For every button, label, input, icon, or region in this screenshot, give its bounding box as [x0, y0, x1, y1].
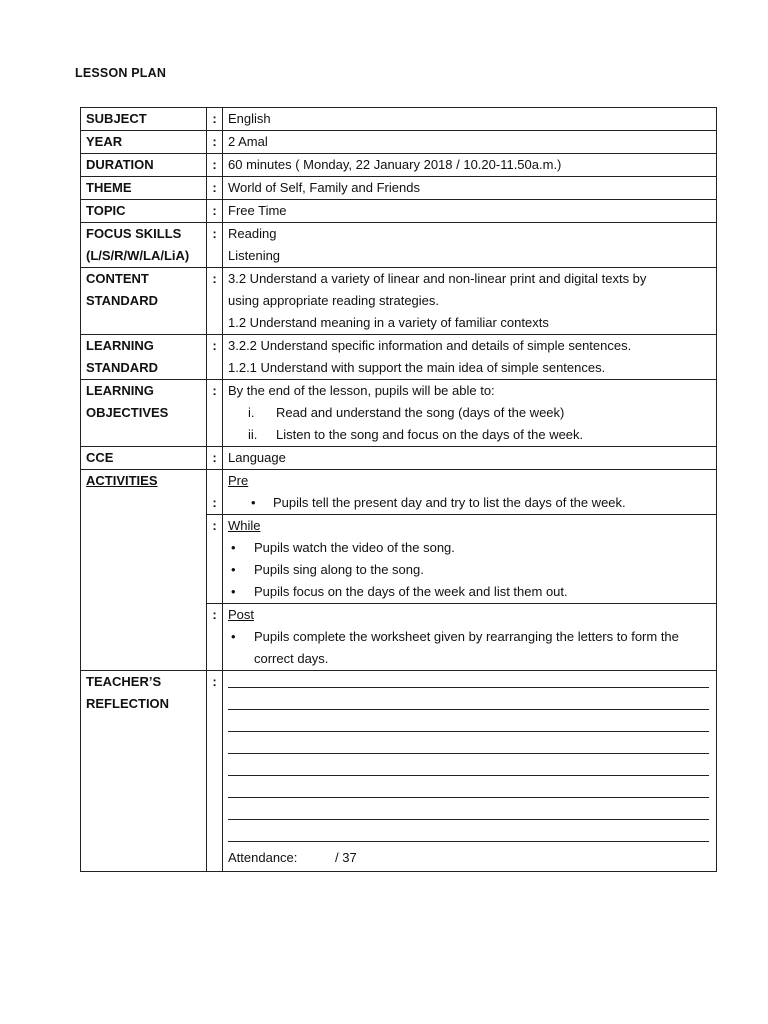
row-focus-skills: [81, 223, 717, 268]
activity-item: [228, 581, 711, 603]
activities-while: [223, 515, 717, 604]
attendance-value: / 37: [335, 850, 357, 865]
bullet-icon: •: [231, 562, 236, 577]
focus-skills-label-line2: (L/S/R/W/LA/LiA): [86, 248, 190, 263]
activities-pre: [223, 470, 717, 515]
focus-skills-label: [81, 223, 207, 268]
reflection-line: [228, 820, 709, 842]
pre-heading: Pre: [228, 473, 249, 488]
learning-objectives-label-line1: LEARNING: [86, 383, 154, 398]
reflection-label-line2: REFLECTION: [86, 696, 170, 711]
learning-objectives-label: [81, 380, 207, 447]
attendance-label: Attendance:: [228, 850, 298, 865]
learning-standard-value: [223, 335, 717, 380]
page-title: LESSON PLAN: [75, 66, 167, 80]
topic-value: Free Time: [223, 200, 717, 223]
colon: :: [207, 177, 223, 200]
reflection-line: [228, 754, 709, 776]
activity-text: Pupils focus on the days of the week and list them out.: [254, 584, 568, 599]
row-duration: [81, 154, 717, 177]
reflection-line: [228, 671, 709, 688]
subject-value: English: [223, 108, 717, 131]
activity-item: [228, 626, 711, 670]
row-cce: [81, 447, 717, 470]
activity-text: Pupils watch the video of the song.: [254, 540, 455, 555]
activity-text: Pupils tell the present day and try to list the days of the week.: [273, 495, 626, 510]
topic-label: TOPIC: [81, 200, 207, 223]
activities-label-text: ACTIVITIES: [86, 473, 158, 488]
content-standard-label-line1: CONTENT: [86, 271, 149, 286]
objective-item: [228, 402, 711, 424]
bullet-icon: •: [231, 540, 236, 555]
colon: :: [207, 200, 223, 223]
year-label: YEAR: [81, 131, 207, 154]
learning-objectives-value: [223, 380, 717, 447]
while-heading: While: [228, 518, 261, 533]
learning-standard-label-line1: LEARNING: [86, 338, 154, 353]
objective-text: Read and understand the song (days of the week): [276, 405, 565, 420]
cce-value: Language: [223, 447, 717, 470]
objective-number: i.: [248, 405, 255, 420]
duration-label: DURATION: [81, 154, 207, 177]
activity-item: [228, 559, 711, 581]
focus-skill-item: Listening: [228, 248, 281, 263]
reflection-line: [228, 710, 709, 732]
duration-value: 60 minutes ( Monday, 22 January 2018 / 10.20-11.50a.m.): [223, 154, 717, 177]
row-activities-pre: [81, 470, 717, 515]
learning-standard-line: 3.2.2 Understand specific information and details of simple sentences.: [228, 338, 632, 353]
content-standard-label-line2: STANDARD: [86, 293, 158, 308]
objective-text: Listen to the song and focus on the days of the week.: [276, 427, 584, 442]
year-value: 2 Amal: [223, 131, 717, 154]
row-reflection: [81, 671, 717, 872]
colon: :: [207, 604, 223, 671]
bullet-icon: •: [231, 584, 236, 599]
reflection-area: [223, 671, 717, 872]
colon: :: [207, 470, 223, 515]
focus-skills-value: [223, 223, 717, 268]
cce-label: CCE: [81, 447, 207, 470]
learning-standard-label-line2: STANDARD: [86, 360, 158, 375]
colon: :: [207, 335, 223, 380]
row-year: [81, 131, 717, 154]
content-standard-line: 1.2 Understand meaning in a variety of familiar contexts: [228, 315, 549, 330]
row-theme: [81, 177, 717, 200]
colon: :: [207, 223, 223, 268]
lesson-plan-table: [80, 107, 717, 872]
row-learning-standard: [81, 335, 717, 380]
colon: :: [207, 131, 223, 154]
content-standard-line: 3.2 Understand a variety of linear and non-linear print and digital texts by: [228, 271, 647, 286]
theme-value: World of Self, Family and Friends: [223, 177, 717, 200]
content-standard-value: [223, 268, 717, 335]
row-topic: [81, 200, 717, 223]
learning-standard-line: 1.2.1 Understand with support the main idea of simple sentences.: [228, 360, 606, 375]
colon: :: [207, 380, 223, 447]
reflection-line: [228, 732, 709, 754]
content-standard-line: using appropriate reading strategies.: [228, 293, 440, 308]
colon: :: [207, 154, 223, 177]
colon: :: [207, 447, 223, 470]
row-subject: [81, 108, 717, 131]
activities-label: [81, 470, 207, 671]
objective-item: [228, 424, 711, 446]
colon: :: [207, 268, 223, 335]
reflection-line: [228, 798, 709, 820]
activity-item: [228, 537, 711, 559]
colon: :: [207, 671, 223, 872]
focus-skill-item: Reading: [228, 226, 277, 241]
subject-label: SUBJECT: [81, 108, 207, 131]
bullet-icon: •: [251, 495, 256, 510]
colon: :: [207, 515, 223, 604]
objectives-intro: By the end of the lesson, pupils will be able to:: [228, 383, 495, 398]
activity-text: Pupils complete the worksheet given by rearranging the letters to form the correct days.: [254, 629, 679, 666]
content-standard-label: [81, 268, 207, 335]
row-learning-objectives: [81, 380, 717, 447]
post-heading: Post: [228, 607, 255, 622]
learning-standard-label: [81, 335, 207, 380]
reflection-label-line1: TEACHER’S: [86, 674, 162, 689]
focus-skills-label-line1: FOCUS SKILLS: [86, 226, 182, 241]
activity-item: [228, 492, 711, 514]
activity-text: Pupils sing along to the song.: [254, 562, 424, 577]
colon: :: [207, 108, 223, 131]
reflection-line: [228, 688, 709, 710]
activities-post: [223, 604, 717, 671]
learning-objectives-label-line2: OBJECTIVES: [86, 405, 169, 420]
theme-label: THEME: [81, 177, 207, 200]
row-content-standard: [81, 268, 717, 335]
bullet-icon: •: [231, 629, 236, 644]
attendance: [228, 847, 711, 869]
reflection-line: [228, 776, 709, 798]
reflection-label: [81, 671, 207, 872]
objective-number: ii.: [248, 427, 258, 442]
